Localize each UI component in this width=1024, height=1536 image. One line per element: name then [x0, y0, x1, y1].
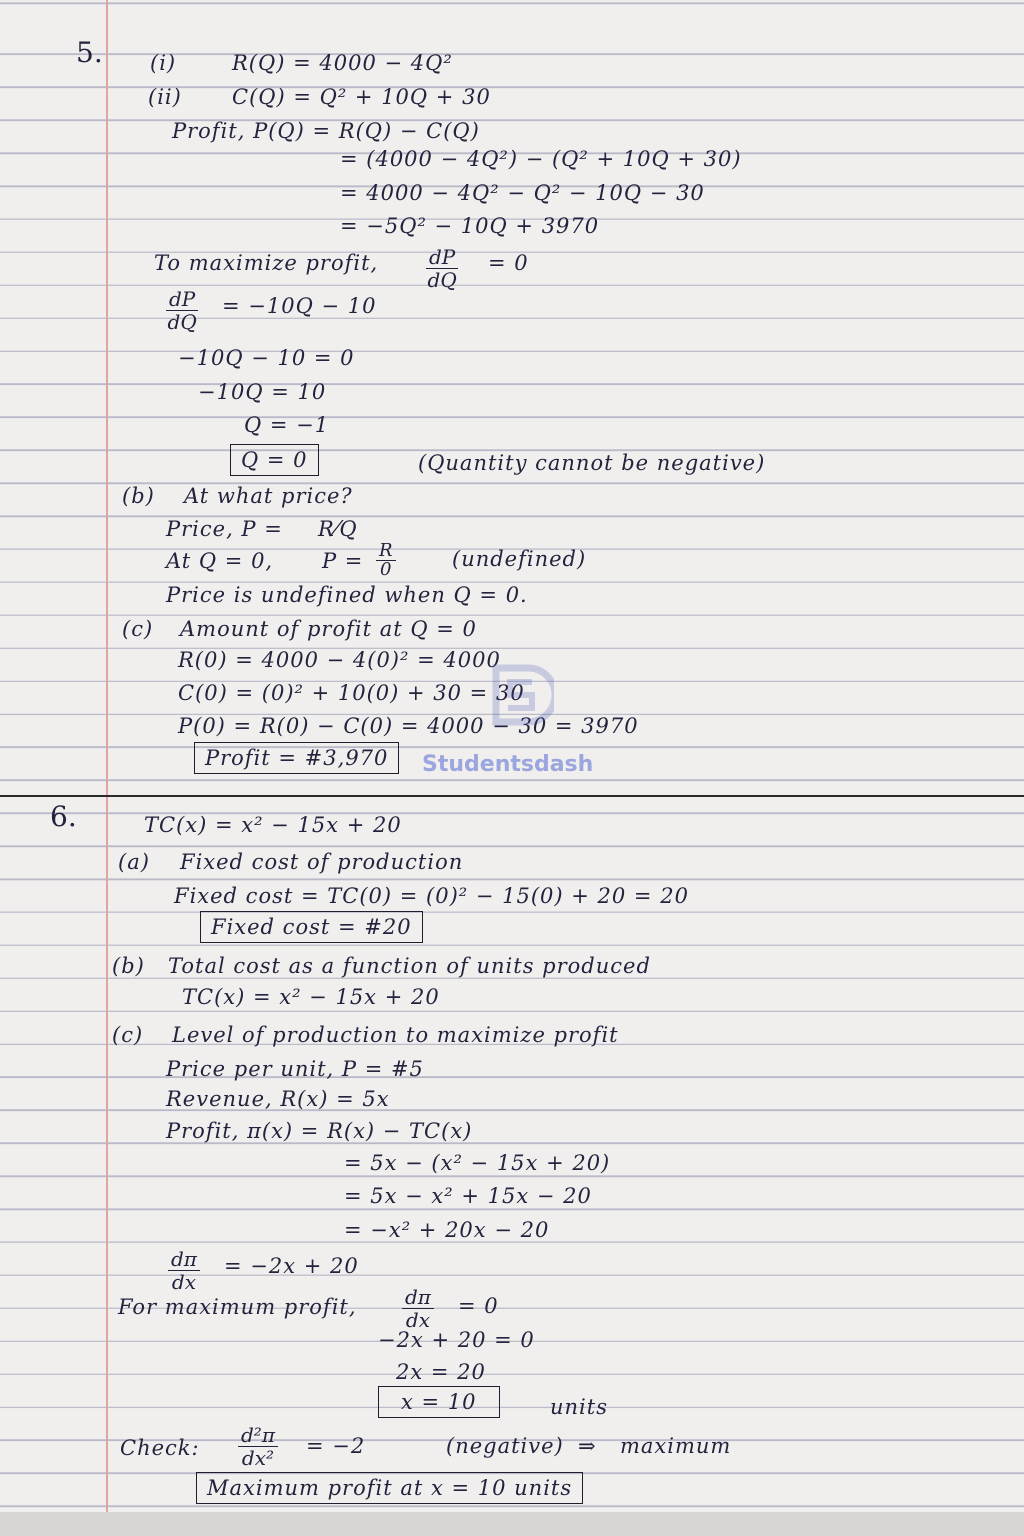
q6-c-units: units — [550, 1395, 608, 1419]
page-bottom-edge — [0, 1512, 1024, 1536]
implies-arrow-icon: ⇒ — [578, 1434, 597, 1458]
q5-dp-dq-fraction-2 — [166, 288, 198, 333]
q6-c-dx-denominator-2: dx — [405, 1308, 431, 1332]
q6-c-second-derivative-fraction — [238, 1424, 278, 1469]
q5-b-conclusion: Price is undefined when Q = 0. — [166, 583, 528, 607]
q6-c-price: Price per unit, P = #5 — [166, 1057, 424, 1081]
q6-c-title: Level of production to maximize profit — [172, 1023, 619, 1047]
q6-c-dx2-denominator: dx² — [241, 1446, 275, 1470]
q5-c-title: Amount of profit at Q = 0 — [180, 617, 477, 641]
q6-c-dpi-dx-fraction-2 — [402, 1286, 434, 1331]
q5-solve-step-3: Q = −1 — [244, 413, 330, 437]
q5-c-c0: C(0) = (0)² + 10(0) + 30 = 30 — [178, 681, 525, 705]
q6-c-solve-step-2: 2x = 20 — [396, 1360, 486, 1384]
q6-c-dpi-numerator: dπ — [168, 1248, 200, 1271]
q6-a-fixed-cost-line: Fixed cost = TC(0) = (0)² − 15(0) + 20 = 20 — [174, 884, 689, 908]
q5-b-r-numerator: R — [376, 542, 396, 561]
watermark-text: Studentsdash — [422, 752, 594, 777]
q5-eq-zero: = 0 — [488, 251, 529, 275]
q5-c-p0: P(0) = R(0) − C(0) = 4000 − 30 = 3970 — [178, 714, 639, 738]
q6-c-profit-step-3: = −x² + 20x − 20 — [344, 1218, 550, 1242]
q6-c-label: (c) — [112, 1023, 144, 1047]
section-divider — [0, 795, 1024, 797]
q5-dp-dq-fraction — [426, 246, 458, 291]
q5-b-r-over-zero — [376, 542, 396, 579]
q6-total-cost-function: TC(x) = x² − 15x + 20 — [144, 813, 402, 837]
q5-b-price-fraction: R⁄Q — [318, 517, 358, 541]
q6-c-check-value: = −2 — [306, 1434, 366, 1458]
q5-profit-step-2: = 4000 − 4Q² − Q² − 10Q − 30 — [340, 181, 705, 205]
q6-c-d2pi-numerator: d²π — [238, 1424, 278, 1447]
q6-c-final-boxed-answer: Maximum profit at x = 10 units — [196, 1472, 583, 1504]
q6-c-maximum-word: maximum — [620, 1434, 732, 1458]
q6-c-dx-denominator: dx — [171, 1270, 197, 1294]
q5-c-boxed-profit: Profit = #3,970 — [194, 742, 399, 774]
q5-profit-step-1: = (4000 − 4Q²) − (Q² + 10Q + 30) — [340, 147, 742, 171]
q6-c-max-text: For maximum profit, — [118, 1295, 357, 1319]
q5-dp-denominator: dQ — [427, 268, 457, 292]
q5-c-r0: R(0) = 4000 − 4(0)² = 4000 — [178, 648, 501, 672]
q5-b-title: At what price? — [184, 484, 353, 508]
q6-c-check-label: Check: — [120, 1436, 200, 1460]
q5-boxed-quantity: Q = 0 — [230, 444, 319, 476]
q5-cost-function: C(Q) = Q² + 10Q + 30 — [232, 85, 491, 109]
q5-b-zero-denominator: 0 — [380, 559, 392, 580]
q6-a-title: Fixed cost of production — [180, 850, 464, 874]
q6-c-profit-step-1: = 5x − (x² − 15x + 20) — [344, 1151, 611, 1175]
q5-i-label: (i) — [150, 51, 177, 75]
q5-solve-step-2: −10Q = 10 — [198, 380, 327, 404]
q5-solve-step-1: −10Q − 10 = 0 — [178, 346, 355, 370]
q6-c-dpi-numerator-2: dπ — [402, 1286, 434, 1309]
q5-revenue-function: R(Q) = 4000 − 4Q² — [232, 51, 453, 75]
q6-b-label: (b) — [112, 954, 145, 978]
q5-maximize-text: To maximize profit, — [154, 251, 379, 275]
q5-b-price-prefix: Price, P = — [166, 517, 283, 541]
q6-c-profit-step-2: = 5x − x² + 15x − 20 — [344, 1184, 592, 1208]
q5-profit-definition: Profit, P(Q) = R(Q) − C(Q) — [172, 119, 480, 143]
q5-b-undefined-note: (undefined) — [452, 547, 587, 571]
q5-b-label: (b) — [122, 484, 155, 508]
question-6-number: 6. — [50, 800, 77, 833]
q5-dp-numerator: dP — [426, 246, 458, 269]
q6-a-boxed-fixed-cost: Fixed cost = #20 — [200, 911, 423, 943]
q5-derivative-expr: = −10Q − 10 — [222, 294, 377, 318]
watermark-logo-icon — [488, 660, 554, 730]
q6-b-title: Total cost as a function of units produced — [168, 954, 651, 978]
q5-dp-denominator-2: dQ — [167, 310, 197, 334]
q5-ii-label: (ii) — [148, 85, 182, 109]
q5-b-at-prefix: At Q = 0, — [166, 549, 274, 573]
q6-c-derivative-expr: = −2x + 20 — [224, 1254, 359, 1278]
q6-c-solve-step-1: −2x + 20 = 0 — [378, 1328, 535, 1352]
q5-c-label: (c) — [122, 617, 154, 641]
q5-dp-numerator-2: dP — [166, 288, 198, 311]
q5-profit-step-3: = −5Q² − 10Q + 3970 — [340, 214, 600, 238]
q6-c-dpi-dx-fraction — [168, 1248, 200, 1293]
q5-quantity-note: (Quantity cannot be negative) — [418, 451, 766, 475]
q6-c-profit-definition: Profit, π(x) = R(x) − TC(x) — [166, 1119, 473, 1143]
q6-c-eq-zero: = 0 — [458, 1294, 499, 1318]
q6-b-total-cost-line: TC(x) = x² − 15x + 20 — [182, 985, 440, 1009]
question-5-number: 5. — [76, 36, 103, 69]
q6-c-revenue: Revenue, R(x) = 5x — [166, 1087, 390, 1111]
q6-c-boxed-x: x = 10 — [378, 1386, 500, 1418]
q5-b-at-p: P = — [322, 549, 364, 573]
q6-a-label: (a) — [118, 850, 150, 874]
margin-line — [106, 0, 108, 1536]
q6-c-negative-note: (negative) — [446, 1434, 564, 1458]
